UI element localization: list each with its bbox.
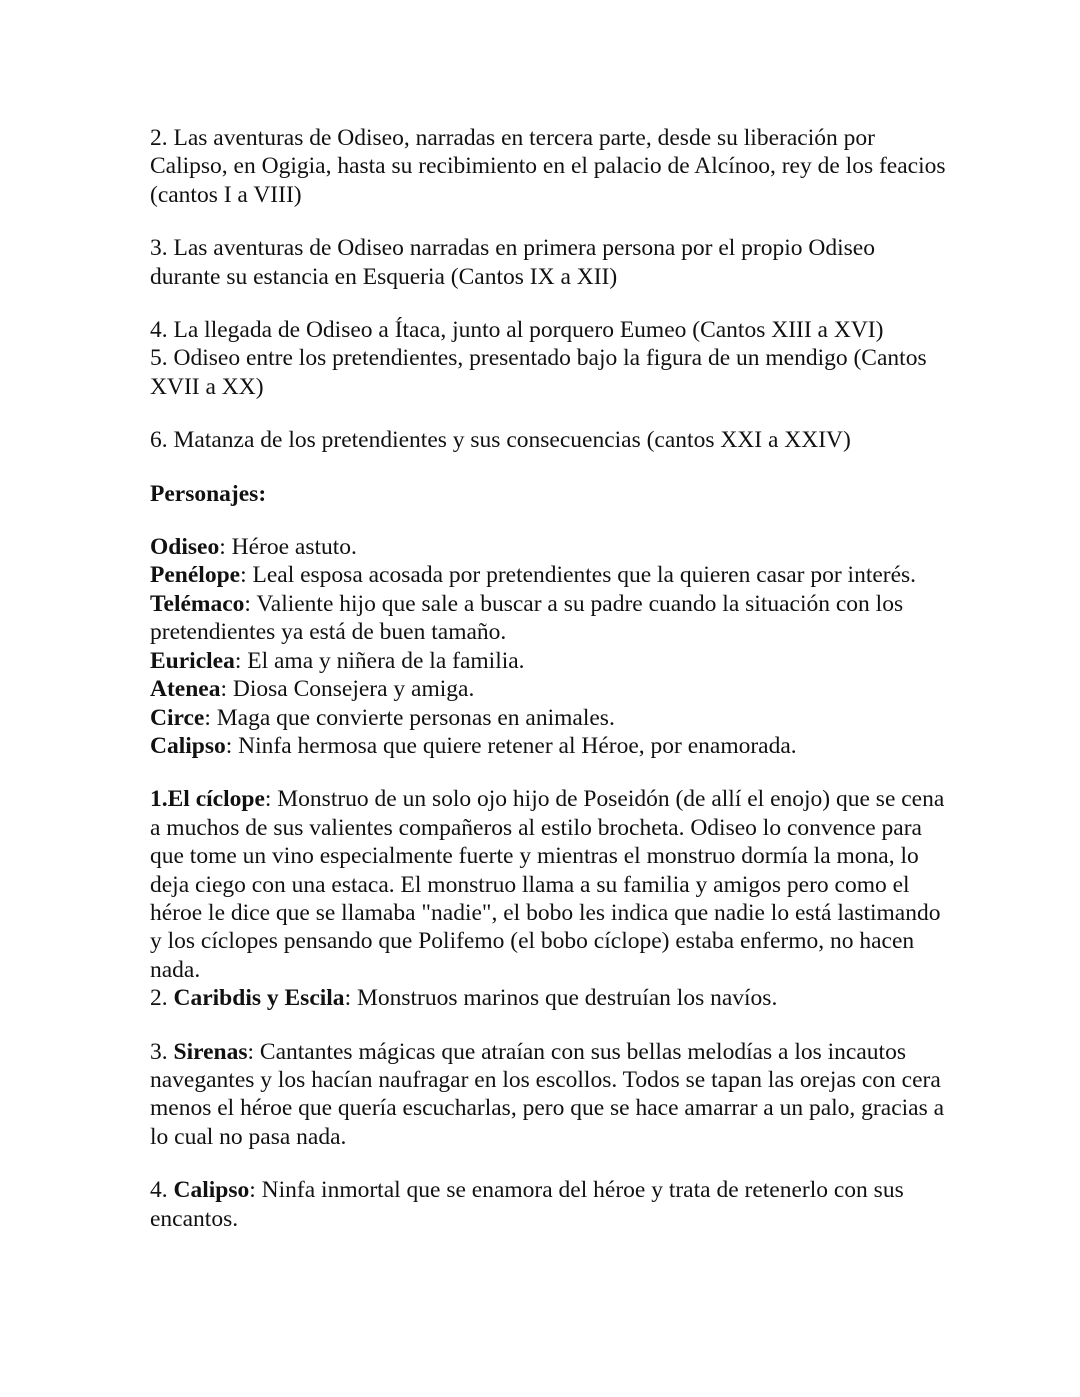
structure-item-5: 5. Odiseo entre los pretendientes, presentado bajo la figura de un mendigo (Cantos XVII a XX)	[150, 345, 927, 400]
character-desc: : Valiente hijo que sale a buscar a su padre cuando la situación con los pretendientes ya está de buen tamaño.	[150, 590, 904, 646]
episode-name: Caribdis y Escila	[173, 985, 345, 1012]
episode-name: Calipso	[173, 1177, 250, 1204]
character-name: Odiseo	[150, 534, 220, 561]
character-entry	[150, 647, 950, 675]
character-entry	[150, 590, 950, 647]
character-entry	[150, 561, 950, 589]
character-name: Atenea	[150, 676, 221, 703]
character-entry	[150, 533, 950, 561]
character-desc: : Maga que convierte personas en animales.	[204, 704, 615, 731]
character-name: Penélope	[150, 562, 241, 589]
episode-desc: : Monstruo de un solo ojo hijo de Poseidón (de allí el enojo) que se cena a muchos de sus valientes compañeros al estilo brocheta. Odiseo lo convence para que tome un vino especialmente fuerte y mientras el monstruo dormía la mona, lo deja ciego con una estaca. El monstruo llama a su familia y amigos pero como el héroe le dice que se llamaba "nadie", el bobo les indica que nadie lo está lastimando y los cíclopes pensando que Polifemo (el bobo cíclope) estaba enfermo, no hacen nada.	[150, 786, 945, 983]
episode-prefix: 4.	[150, 1177, 174, 1204]
character-name: Euriclea	[150, 647, 235, 674]
episode-name: 1.El cíclope	[150, 786, 265, 813]
character-name: Circe	[150, 704, 205, 731]
episode-desc: : Ninfa inmortal que se enamora del héroe y trata de retenerlo con sus encantos.	[150, 1177, 904, 1232]
structure-item-4: 4. La llegada de Odiseo a Ítaca, junto al porquero Eumeo (Cantos XIII a XVI)	[150, 317, 884, 344]
episode-prefix: 3.	[150, 1038, 174, 1065]
character-desc: : Leal esposa acosada por pretendientes que la quieren casar por interés.	[240, 562, 917, 589]
character-desc: : Diosa Consejera y amiga.	[220, 676, 475, 703]
document-page	[150, 124, 950, 1233]
episode-prefix: 2.	[150, 985, 174, 1012]
episode-entry	[150, 1176, 950, 1233]
episode-entry	[150, 1038, 950, 1152]
characters-heading: Personajes:	[150, 480, 267, 507]
character-desc: : Héroe astuto.	[219, 534, 357, 561]
character-desc: : Ninfa hermosa que quiere retener al Héroe, por enamorada.	[225, 732, 797, 759]
character-name: Calipso	[150, 732, 226, 759]
character-entry	[150, 732, 950, 760]
character-entry	[150, 675, 950, 703]
character-entry	[150, 704, 950, 732]
episode-name: Sirenas	[173, 1038, 248, 1065]
characters-list	[150, 533, 950, 760]
episode-desc: : Monstruos marinos que destruían los navíos.	[344, 985, 778, 1012]
episode-desc: : Cantantes mágicas que atraían con sus bellas melodías a los incautos navegantes y los hacían naufragar en los escollos. Todos se tapan las orejas con cera menos el héroe que quería escucharlas, pero que se hace amarrar a un palo, gracias a lo cual no pasa nada.	[150, 1038, 945, 1150]
episode-entry	[150, 984, 950, 1012]
episode-entry	[150, 785, 950, 984]
structure-item-3: 3. Las aventuras de Odiseo narradas en primera persona por el propio Odiseo durante su estancia en Esqueria (Cantos IX a XII)	[150, 235, 875, 290]
structure-item-2: 2. Las aventuras de Odiseo, narradas en tercera parte, desde su liberación por Calipso, en Ogigia, hasta su recibimiento en el palacio de Alcínoo, rey de los feacios (cantos I a VIII)	[150, 125, 946, 208]
character-name: Telémaco	[150, 590, 245, 617]
character-desc: : El ama y niñera de la familia.	[234, 647, 525, 674]
structure-item-6: 6. Matanza de los pretendientes y sus consecuencias (cantos XXI a XXIV)	[150, 427, 851, 454]
